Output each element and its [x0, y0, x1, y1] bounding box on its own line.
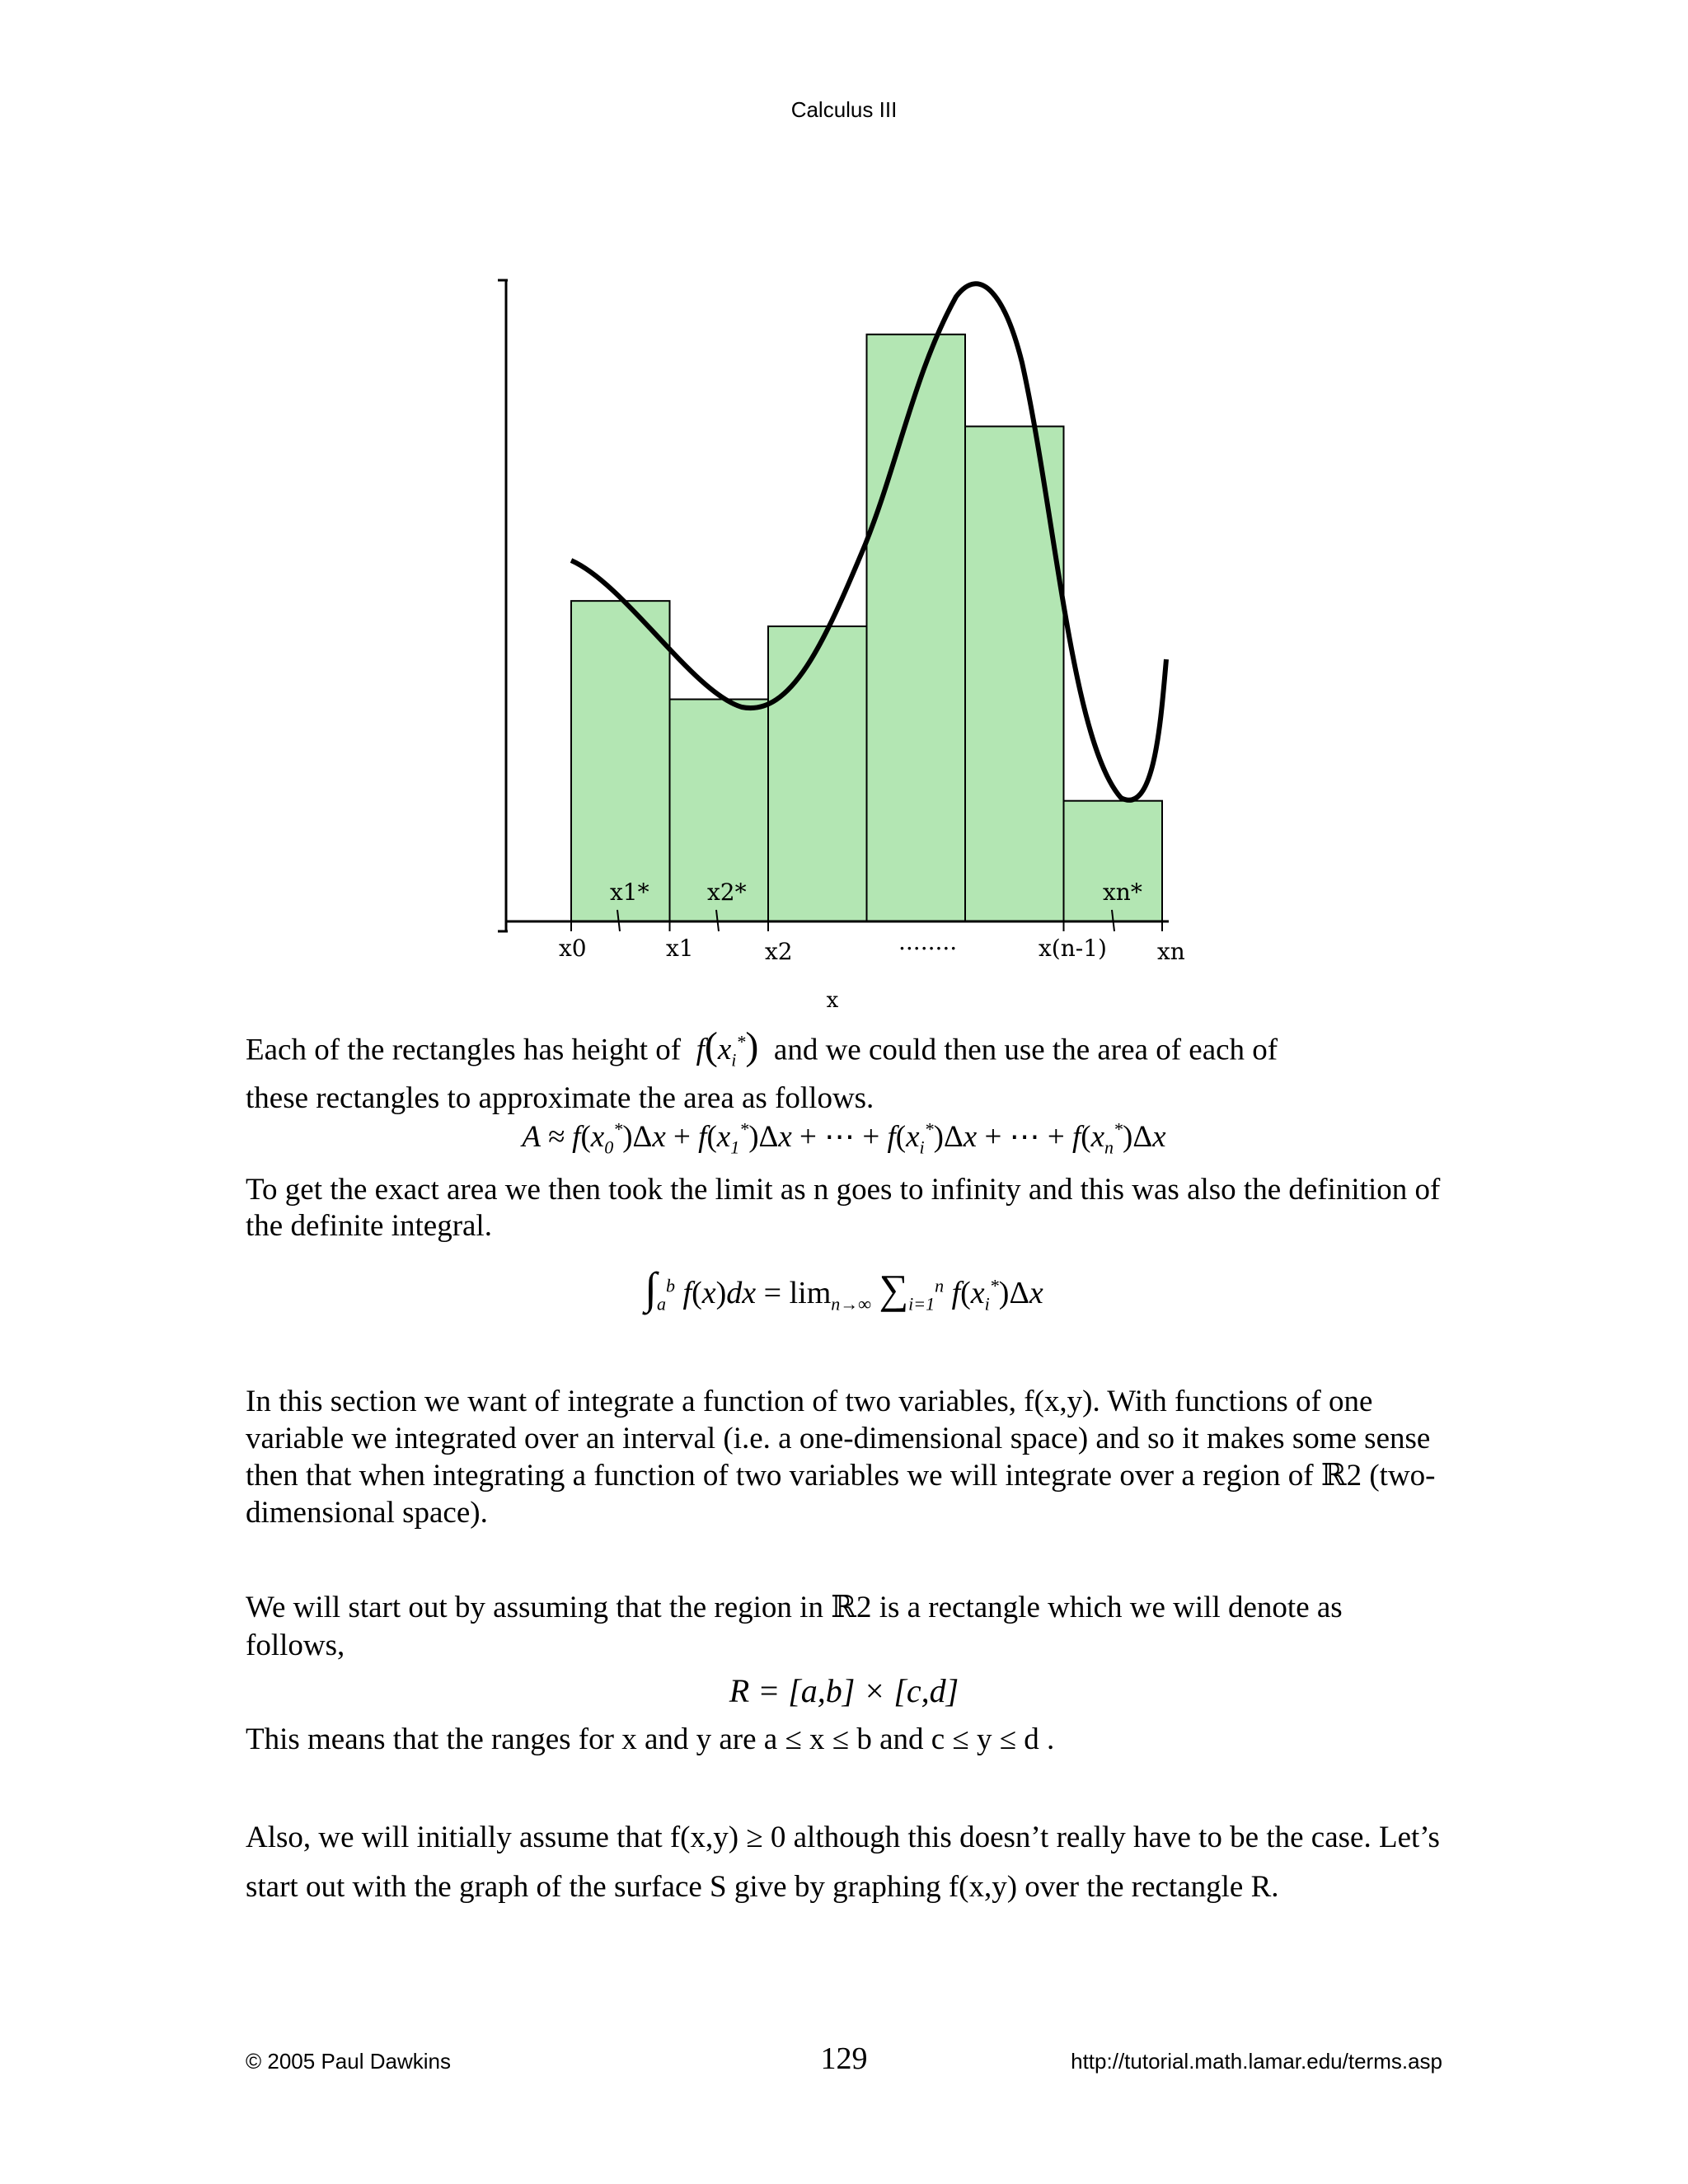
- ellipsis-dots: ........: [898, 928, 958, 955]
- rectangle-bar: [768, 626, 867, 921]
- p1-text-b: and we could then use the area of each of: [773, 1033, 1278, 1067]
- x-tick-label: x2: [765, 938, 793, 965]
- x-tick-label: x(n-1): [1039, 935, 1107, 962]
- page-header-title: Calculus III: [790, 97, 898, 122]
- paragraph-5: This means that the ranges for x and y are a ≤ x ≤ b and c ≤ y ≤ d .: [246, 1722, 1055, 1756]
- paragraph-4: We will start out by assuming that the region in ℝ2 is a rectangle which we will denote as follows,: [246, 1591, 1343, 1662]
- equation-definite-integral: $\int_a^b$ $f(x)dx = \lim_{n\to\infty} \sum_{i=1}^n$ $f(x_i^*)\Delta x$: [645, 1263, 1043, 1315]
- x-tick-label: x1: [666, 935, 694, 962]
- footer-copyright: © 2005 Paul Dawkins: [246, 2049, 451, 2074]
- p1-text-c: these rectangles to approximate the area as follows.: [246, 1080, 874, 1115]
- paragraph-3: In this section we want of integrate a function of two variables, f(x,y). With functions of one variable we integrated over an interval (i.e. a one-dimensional space) and so it makes some sense then that when integrating a function of two variables we will integrate over a region of ℝ2 (two-dimensional space).: [246, 1385, 1436, 1530]
- paragraph-2: To get the exact area we then took the limit as n goes to infinity and this was also the definition of the definite integral.: [246, 1173, 1441, 1243]
- rectangle-bar: [571, 601, 670, 921]
- x-axis-label: x: [826, 988, 839, 1013]
- sample-point-label: x2*: [707, 879, 747, 906]
- x-tick-label: xn: [1157, 938, 1185, 965]
- p1-text-a: Each of the rectangles has height of: [246, 1033, 682, 1067]
- rectangle-bar: [867, 335, 966, 921]
- sample-point-label: x1*: [610, 879, 649, 906]
- x-tick-label: x0: [559, 935, 587, 962]
- footer-page-number: 129: [820, 2041, 868, 2076]
- footer-url[interactable]: http://tutorial.math.lamar.edu/terms.asp: [1071, 2049, 1442, 2074]
- paragraph-6: Also, we will initially assume that f(x,y) ≥ 0 although this doesn’t really have to be the case. Let’s start out with the graph of the surface S give by graphing f(x,y) over the rectangle R.: [246, 1821, 1440, 1904]
- paragraph-1: [246, 1024, 1449, 1118]
- equation-riemann-approximation: $A \approx f(x_0^*)\Delta x + f(x_1^*)\Delta x$ + ⋯ + $f(x_i^*)\Delta x$ + ⋯ + $f(x_n^*)\Delta x$: [522, 1118, 1166, 1158]
- sample-point-label: xn*: [1103, 879, 1142, 906]
- rectangle-bars: [571, 335, 1162, 921]
- height-expression: $f(x_i^*)$: [688, 1024, 759, 1071]
- riemann-sum-figure: [0, 0, 1688, 1038]
- equation-rectangle-region: R = [a,b] × [c,d]: [729, 1672, 959, 1709]
